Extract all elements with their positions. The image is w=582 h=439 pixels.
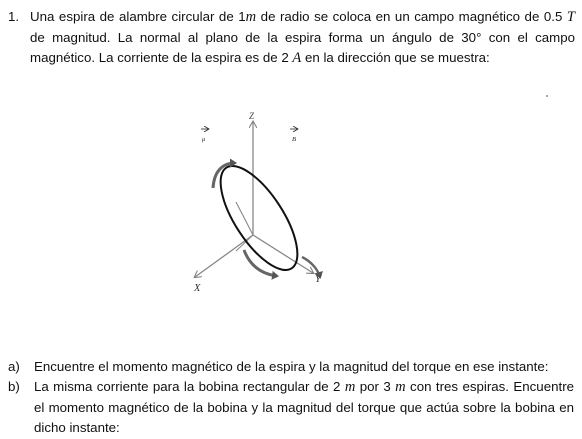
question-b-line-3: dicho instante: (34, 420, 120, 435)
z-axis-label: Z (249, 111, 255, 121)
current-arrow-bottom (244, 250, 277, 276)
problem-number: 1. (8, 9, 20, 24)
circular-loop (206, 155, 312, 282)
problem-line-3: magnético. La corriente de la espira es de 2 A en la dirección que se muestra: (30, 50, 490, 66)
y-axis-label: Y (315, 274, 321, 285)
question-a-label: a) (8, 359, 20, 374)
problem-line-2: de magnitud. La normal al plano de la espira forma un ángulo de 30° con el campo (30, 29, 576, 45)
speck (546, 95, 548, 97)
mu-vector-label: μ (202, 136, 206, 143)
question-a-text: Encuentre el momento magnético de la espira y la magnitud del torque en ese instante: (34, 359, 549, 374)
question-b-line-1: La misma corriente para la bobina rectangular de 2 m por 3 m con tres espiras. Encuentre (34, 379, 575, 395)
question-b-line-2: el momento magnético de la bobina y la magnitud del torque que actúa sobre la bobina en (34, 399, 574, 415)
problem-line-1: Una espira de alambre circular de 1m de radio se coloca en un campo magnético de 0.5 T (30, 9, 575, 25)
y-axis (253, 235, 313, 273)
x-axis (195, 235, 253, 277)
question-b-label: b) (8, 379, 20, 394)
x-axis-label: X (194, 283, 201, 294)
radius-line (236, 235, 253, 251)
b-vector-label: B (292, 136, 296, 143)
question-b-text (34, 377, 574, 439)
